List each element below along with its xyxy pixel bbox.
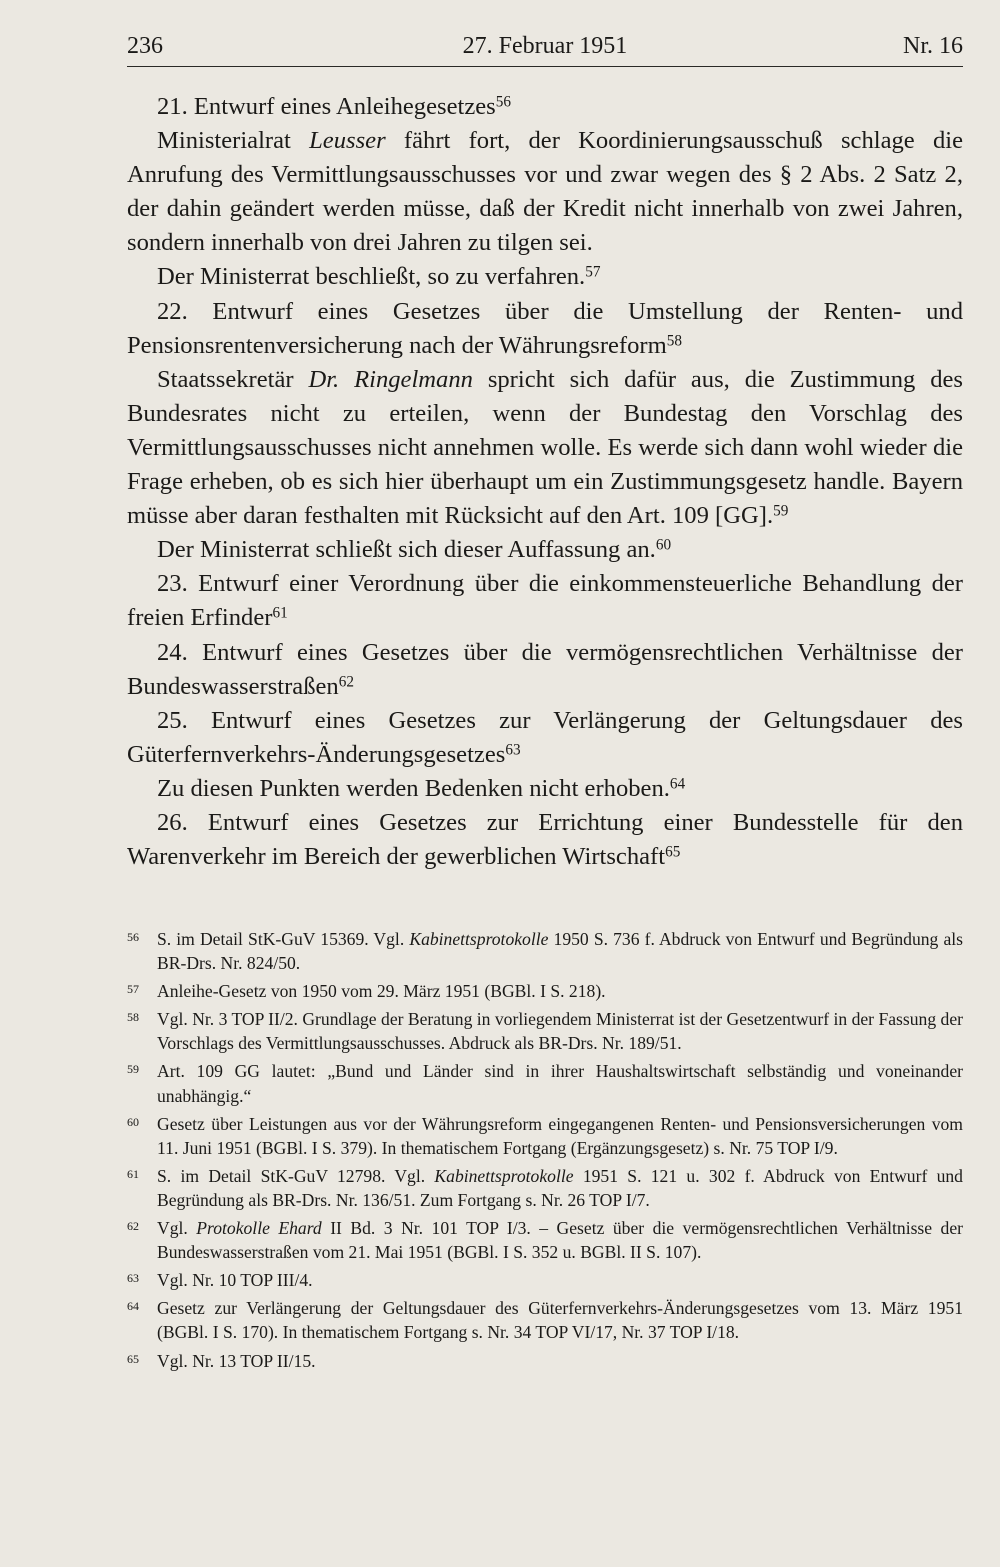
page-number: 236 — [127, 33, 163, 59]
main-text — [127, 90, 963, 874]
footnote-64: 64 Gesetz zur Verlängerung der Geltungsdauer des Güterfernverkehrs-Änderungsgesetzes vom 13. März 1951 (BGBl. I S. 170). In thematischem Fortgang s. Nr. 34 TOP VI/17, Nr. 37 TOP I/18. — [127, 1296, 963, 1344]
footnote-number: 62 — [127, 1219, 139, 1234]
footnote-ref: 56 — [495, 93, 511, 111]
footnote-number: 60 — [127, 1114, 139, 1129]
footnote-56: 56 S. im Detail StK-GuV 15369. Vgl. Kabinettsprotokolle 1950 S. 736 f. Abdruck von Entwurf und Begründung als BR-Drs. Nr. 824/50. — [127, 927, 963, 975]
agenda-item-22: 22. Entwurf eines Gesetzes über die Umstellung der Renten- und Pensionsrentenversicherung nach der Währungsreform$^{58}$ — [127, 297, 963, 359]
resolution-21: Der Ministerrat beschließt, so zu verfahren.$^{57}$ — [157, 263, 601, 291]
footnote-ref: 61 — [272, 604, 288, 622]
footnote-63: 63 Vgl. Nr. 10 TOP III/4. — [127, 1268, 963, 1292]
footnote-ref: 57 — [585, 263, 601, 281]
footnote-62: 62 Vgl. Protokolle Ehard II Bd. 3 Nr. 101 TOP I/3. – Gesetz über die vermögensrechtlichen Verhältnisse der Bundeswasserstraßen vom 21. Mai 1951 (BGBl. I S. 352 u. BGBl. II S. 107). — [127, 1216, 963, 1264]
agenda-item-23: 23. Entwurf einer Verordnung über die einkommensteuerliche Behandlung der freien Erfinder$^{61}$ — [127, 570, 963, 632]
footnote-ref: 64 — [669, 775, 686, 793]
paragraph-ringelmann: Staatssekretär Dr. Ringelmann spricht sich dafür aus, die Zustimmung des Bundesrates nicht zu erteilen, wenn der Bundestag den Vorschlag des Vermittlungsausschusses nicht annehmen wolle. Es werde sich dann wohl wieder die Frage erheben, ob es sich hier überhaupt um ein Zustimmungsgesetz handle. Bayern müsse aber daran festhalten mit Rücksicht auf den Art. 109 [GG].$^{59}$ — [127, 365, 963, 530]
footnote-ref: 58 — [666, 332, 682, 350]
footnote-ref: 63 — [505, 741, 521, 759]
footnote-59: 59 Art. 109 GG lautet: „Bund und Länder sind in ihrer Haushaltswirtschaft selbständig und voneinander unabhängig.“ — [127, 1059, 963, 1107]
footnote-number: 58 — [127, 1010, 139, 1025]
agenda-item-26: 26. Entwurf eines Gesetzes zur Errichtung einer Bundesstelle für den Warenverkehr im Bereich der gewerblichen Wirtschaft$^{65}$ — [127, 808, 963, 871]
footnote-number: 63 — [127, 1271, 139, 1286]
footnote-ref: 60 — [655, 536, 672, 554]
footnote-number: 57 — [127, 982, 139, 997]
footnotes — [127, 927, 963, 1377]
speaker-name: Leusser — [309, 127, 386, 155]
footnote-ref: 59 — [773, 502, 789, 520]
agenda-item-25: 25. Entwurf eines Gesetzes zur Verlängerung der Geltungsdauer des Güterfernverkehrs-Änderungsgesetzes$^{63}$ — [127, 706, 963, 768]
speaker-name: Dr. Ringelmann — [308, 365, 473, 393]
agenda-item-24: 24. Entwurf eines Gesetzes über die vermögensrechtlichen Verhältnisse der Bundeswasserstraßen$^{62}$ — [127, 638, 963, 700]
footnote-number: 65 — [127, 1351, 139, 1366]
footnote-number: 64 — [127, 1299, 139, 1314]
footnote-58: 58 Vgl. Nr. 3 TOP II/2. Grundlage der Beratung in vorliegendem Ministerrat ist der Gesetzentwurf in der Fassung der Vorschlags des Vermittlungsausschusses. Abdruck als BR-Drs. Nr. 189/51. — [127, 1007, 963, 1055]
footnote-number: 59 — [127, 1062, 139, 1077]
footnote-61: 61 S. im Detail StK-GuV 12798. Vgl. Kabinettsprotokolle 1951 S. 121 u. 302 f. Abdruck von Entwurf und Begründung als BR-Drs. Nr. 136/51. Zum Fortgang s. Nr. 26 TOP I/7. — [127, 1164, 963, 1212]
running-head — [127, 28, 963, 64]
paragraph-leusser: Ministerialrat Leusser fährt fort, der Koordinierungsausschuß schlage die Anrufung des Vermittlungsausschusses vor und zwar wegen des § 2 Abs. 2 Satz 2, der dahin geändert werden müsse, daß der Kredit nicht innerhalb von zwei Jahren, sondern innerhalb von drei Jahren zu tilgen sei. — [127, 127, 963, 257]
resolution-22: Der Ministerrat schließt sich dieser Auffassung an.$^{60}$ — [157, 536, 672, 564]
footnote-ref: 65 — [665, 843, 681, 861]
footnote-65: 65 Vgl. Nr. 13 TOP II/15. — [127, 1349, 963, 1373]
footnote-57: 57 Anleihe-Gesetz von 1950 vom 29. März 1951 (BGBl. I S. 218). — [127, 979, 963, 1003]
footnote-60: 60 Gesetz über Leistungen aus vor der Währungsreform eingegangenen Renten- und Pensionsversicherungen vom 11. Juni 1951 (BGBl. I S. 379). In thematischem Fortgang (Ergänzungsgesetz) s. Nr. 75 TOP I/9. — [127, 1112, 963, 1160]
header-date: 27. Februar 1951 — [462, 33, 628, 59]
header-issue: Nr. 16 — [903, 33, 963, 59]
footnote-number: 56 — [127, 930, 139, 944]
header-rule — [127, 66, 963, 67]
footnote-number: 61 — [127, 1166, 139, 1181]
resolution-23-25: Zu diesen Punkten werden Bedenken nicht erhoben.$^{64}$ — [157, 774, 686, 802]
agenda-item-21: 21. Entwurf eines Anleihegesetzes$^{56}$ — [157, 93, 511, 120]
footnote-ref: 62 — [338, 672, 354, 690]
